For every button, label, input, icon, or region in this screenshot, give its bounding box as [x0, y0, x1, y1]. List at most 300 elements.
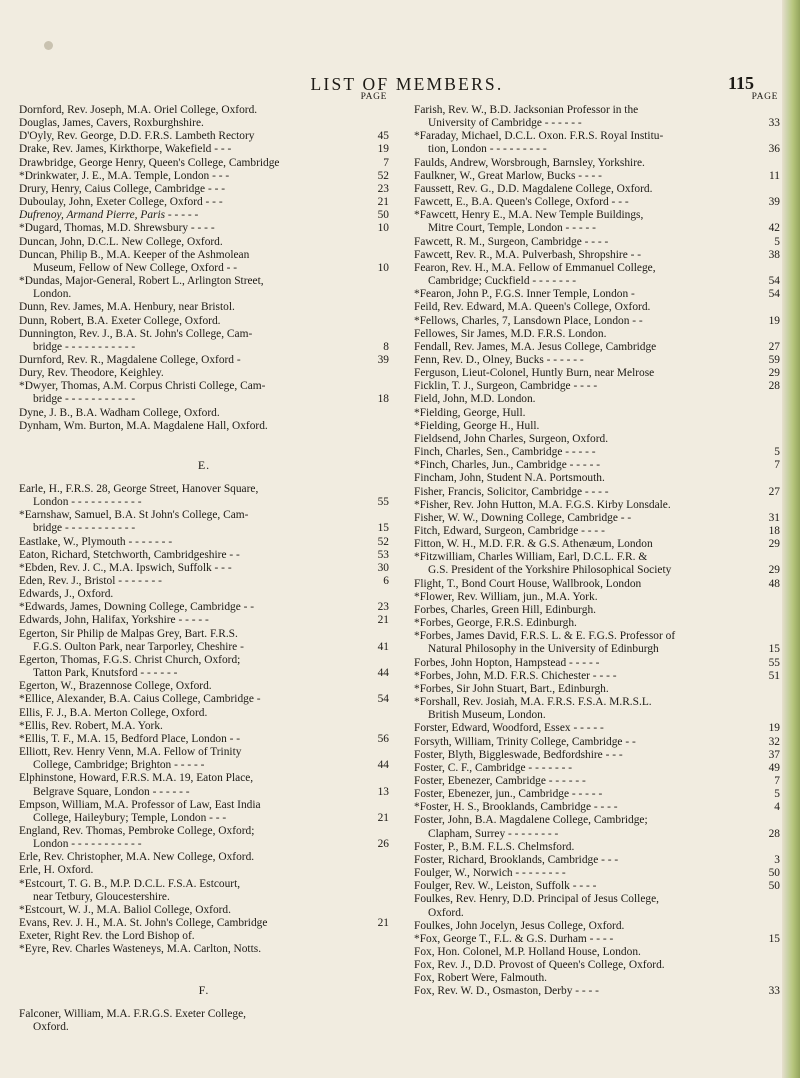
member-entry — [19, 249, 389, 275]
entry-page-ref: 11 — [769, 169, 780, 182]
entry-page-ref: 49 — [768, 761, 780, 774]
entry-text: Fawcett, E., B.A. Queen's College, Oxford - - - — [414, 196, 629, 209]
entry-page-ref: 21 — [377, 196, 389, 209]
member-entry — [19, 930, 389, 943]
member-entry — [414, 762, 780, 775]
member-entry — [414, 538, 780, 551]
entry-text: Fox, Robert Were, Falmouth. — [414, 972, 548, 985]
member-entry — [19, 315, 389, 328]
member-entry — [414, 393, 780, 406]
member-entry — [19, 588, 389, 601]
member-entry — [414, 617, 780, 630]
member-entry — [19, 772, 389, 798]
entry-text: Flight, T., Bond Court House, Wallbrook, London — [414, 577, 642, 590]
entry-text: Natural Philosophy in the University of Edinburgh — [428, 643, 659, 656]
entry-text: *Edwards, James, Downing College, Cambridge - - — [19, 601, 255, 614]
entry-text: Foulkes, John Jocelyn, Jesus College, Oxford. — [414, 919, 625, 932]
member-entry — [414, 893, 780, 919]
entry-text: Ellis, F. J., B.A. Merton College, Oxford. — [19, 706, 208, 719]
member-entry — [414, 288, 780, 301]
entry-text: *Dundas, Major-General, Robert L., Arlington Street, — [19, 275, 264, 288]
member-entry — [414, 578, 780, 591]
member-entry — [414, 315, 780, 328]
entry-text: *Forbes, Sir John Stuart, Bart., Edinburgh. — [414, 682, 609, 695]
member-entry — [414, 420, 780, 433]
member-entry — [414, 722, 780, 735]
entry-page-ref: 21 — [377, 614, 389, 627]
entry-text: Erle, Rev. Christopher, M.A. New College, Oxford. — [19, 851, 255, 864]
member-entry — [19, 614, 389, 627]
member-entry — [19, 878, 389, 904]
member-entry — [414, 749, 780, 762]
member-entry — [19, 720, 389, 733]
member-entry — [414, 867, 780, 880]
entry-text: Foulger, Rev. W., Leiston, Suffolk - - - - — [414, 880, 597, 893]
member-entry — [414, 341, 780, 354]
member-entry — [414, 328, 780, 341]
entry-page-ref: 18 — [377, 393, 389, 406]
member-entry — [414, 880, 780, 893]
member-entry — [414, 814, 780, 840]
member-entry — [414, 696, 780, 722]
member-entry — [414, 499, 780, 512]
entry-text: Feild, Rev. Edward, M.A. Queen's College, Oxford. — [414, 301, 651, 314]
entry-text: Egerton, W., Brazennose College, Oxford. — [19, 680, 212, 693]
member-entry — [414, 670, 780, 683]
member-entry — [414, 841, 780, 854]
member-entry — [19, 301, 389, 314]
member-entry — [414, 854, 780, 867]
entry-text: *Ellice, Alexander, B.A. Caius College, Cambridge - — [19, 693, 261, 706]
entry-text: *Flower, Rev. William, jun., M.A. York. — [414, 590, 598, 603]
member-entry — [19, 183, 389, 196]
member-entry — [19, 575, 389, 588]
entry-page-ref: 29 — [768, 538, 780, 551]
entry-text: *Fielding, George H., Hull. — [414, 419, 540, 432]
entry-text: bridge - - - - - - - - - - - — [33, 340, 136, 353]
member-entry — [414, 525, 780, 538]
entry-text: Faussett, Rev. G., D.D. Magdalene College, Oxford. — [414, 182, 653, 195]
entry-text: *Fielding, George, Hull. — [414, 406, 526, 419]
entry-page-ref: 5 — [774, 235, 780, 248]
entry-page-ref: 50 — [768, 867, 780, 880]
entry-text: Drawbridge, George Henry, Queen's College, Cambridge — [19, 156, 280, 169]
member-entry — [414, 630, 780, 656]
entry-page-ref: 54 — [768, 275, 780, 288]
entry-page-ref: 26 — [377, 838, 389, 851]
entry-page-ref: 10 — [377, 261, 389, 274]
entry-page-ref: 36 — [768, 143, 780, 156]
left-column — [19, 90, 389, 1034]
entry-text: Faulkner, W., Great Marlow, Bucks - - - - — [414, 169, 602, 182]
member-entry — [19, 628, 389, 654]
member-entry — [19, 851, 389, 864]
member-entry — [19, 733, 389, 746]
entry-text: Fearon, Rev. H., M.A. Fellow of Emmanuel College, — [414, 261, 656, 274]
entry-page-ref: 13 — [377, 785, 389, 798]
member-entry — [414, 683, 780, 696]
entry-page-ref: 10 — [377, 222, 389, 235]
entry-text: *Forbes, John, M.D. F.R.S. Chichester - - - - — [414, 669, 617, 682]
entry-text: *Fearon, John P., F.G.S. Inner Temple, London - — [414, 288, 635, 301]
entry-page-ref: 19 — [377, 143, 389, 156]
entry-text: Forbes, John Hopton, Hampstead - - - - - — [414, 656, 600, 669]
member-entry — [414, 591, 780, 604]
member-entry — [414, 380, 780, 393]
entry-page-ref: 28 — [768, 827, 780, 840]
entry-page-ref: 54 — [768, 288, 780, 301]
entry-text: Egerton, Sir Philip de Malpas Grey, Bart. F.R.S. — [19, 627, 238, 640]
member-entry — [414, 130, 780, 156]
member-entry — [414, 354, 780, 367]
member-entry — [414, 788, 780, 801]
entry-page-ref: 19 — [768, 314, 780, 327]
member-entry — [414, 472, 780, 485]
entry-text: Duncan, Philip B., M.A. Keeper of the Ashmolean — [19, 248, 250, 261]
entry-text: Dunn, Robert, B.A. Exeter College, Oxford. — [19, 314, 221, 327]
entry-text: Cambridge; Cuckfield - - - - - - - — [428, 275, 577, 288]
entry-text: *Drinkwater, J. E., M.A. Temple, London - - - — [19, 169, 230, 182]
entry-page-ref: 44 — [377, 759, 389, 772]
entry-text: Douglas, James, Cavers, Roxburghshire. — [19, 117, 204, 130]
entry-text: Drury, Henry, Caius College, Cambridge - - - — [19, 182, 226, 195]
entry-text: Eden, Rev. J., Bristol - - - - - - - — [19, 575, 162, 587]
entry-text: England, Rev. Thomas, Pembroke College, Oxford; — [19, 824, 255, 837]
entry-page-ref: 50 — [377, 209, 389, 222]
entry-text: *Ellis, T. F., M.A. 15, Bedford Place, London - - — [19, 732, 241, 745]
member-entry — [19, 367, 389, 380]
member-entry — [414, 959, 780, 972]
member-entry — [19, 196, 389, 209]
entry-page-ref: 5 — [774, 788, 780, 801]
entry-text: Durnford, Rev. R., Magdalene College, Oxford - — [19, 353, 241, 366]
binding-edge — [782, 0, 800, 1078]
entry-text: Fincham, John, Student N.A. Portsmouth. — [414, 472, 605, 485]
entry-text: Fox, Hon. Colonel, M.P. Holland House, London. — [414, 946, 641, 958]
member-entry — [414, 801, 780, 814]
entry-page-ref: 23 — [377, 182, 389, 195]
member-entry — [19, 917, 389, 930]
entry-text: Forsyth, William, Trinity College, Cambridge - - — [414, 735, 636, 748]
entry-text: Edwards, John, Halifax, Yorkshire - - - - - — [19, 614, 209, 627]
entry-text: Drake, Rev. James, Kirkthorpe, Wakefield - - - — [19, 143, 232, 156]
member-entry — [19, 904, 389, 917]
entry-text: Fisher, Francis, Solicitor, Cambridge - - - - — [414, 485, 609, 498]
entry-text: Ferguson, Lieut-Colonel, Huntly Burn, near Melrose — [414, 367, 655, 380]
entry-page-ref: 39 — [768, 196, 780, 209]
entry-text: Eastlake, W., Plymouth - - - - - - - — [19, 535, 173, 548]
member-entry — [414, 933, 780, 946]
entry-text: Eaton, Richard, Stetchworth, Cambridgeshire - - — [19, 548, 240, 561]
entry-text: Mitre Court, Temple, London - - - - - — [428, 222, 596, 235]
entry-text: Faulds, Andrew, Worsbrough, Barnsley, Yorkshire. — [414, 156, 645, 169]
member-entry — [19, 380, 389, 406]
entry-page-ref: 7 — [774, 459, 780, 472]
entry-text: *Estcourt, T. G. B., M.P. D.C.L. F.S.A. Estcourt, — [19, 877, 241, 890]
entry-page-ref: 19 — [768, 722, 780, 735]
entry-page-ref: 50 — [768, 880, 780, 893]
member-entry — [414, 920, 780, 933]
entry-text: Egerton, Thomas, F.G.S. Christ Church, Oxford; — [19, 653, 241, 666]
entry-text: Fieldsend, John Charles, Surgeon, Oxford. — [414, 432, 609, 445]
entry-page-ref: 52 — [377, 535, 389, 548]
member-entry — [414, 249, 780, 262]
entry-text: Foster, Ebenezer, Cambridge - - - - - - — [414, 774, 586, 787]
entry-text: Elphinstone, Howard, F.R.S. M.A. 19, Eaton Place, — [19, 772, 254, 785]
entry-page-ref: 59 — [768, 353, 780, 366]
entry-text: Empson, William, M.A. Professor of Law, East India — [19, 798, 261, 811]
entry-text: *Earnshaw, Samuel, B.A. St John's College, Cam- — [19, 509, 249, 522]
entry-text: *Fisher, Rev. John Hutton, M.A. F.G.S. Kirby Lonsdale. — [414, 498, 671, 511]
entry-text: Dornford, Rev. Joseph, M.A. Oriel College, Oxford. — [19, 104, 258, 116]
member-entry — [414, 512, 780, 525]
entry-page-ref: 30 — [377, 561, 389, 574]
entry-page-ref: 41 — [377, 640, 389, 653]
entry-text: Dury, Rev. Theodore, Keighley. — [19, 367, 164, 380]
entry-text: bridge - - - - - - - - - - - — [33, 393, 136, 406]
member-entry — [19, 130, 389, 143]
entry-text: *Dwyer, Thomas, A.M. Corpus Christi College, Cam- — [19, 380, 266, 393]
entry-page-ref: 48 — [768, 577, 780, 590]
member-entry — [414, 972, 780, 985]
entry-text: University of Cambridge - - - - - - — [428, 117, 582, 130]
member-entry — [19, 420, 389, 433]
entry-text: British Museum, London. — [428, 709, 546, 722]
member-entry — [414, 301, 780, 314]
entry-text: *Forbes, George, F.R.S. Edinburgh. — [414, 617, 577, 630]
entry-page-ref: 4 — [774, 801, 780, 814]
entry-page-ref: 39 — [377, 353, 389, 366]
member-entry — [414, 446, 780, 459]
entry-text: Foster, John, B.A. Magdalene College, Cambridge; — [414, 814, 648, 827]
member-list-right — [414, 104, 780, 999]
entry-text: Farish, Rev. W., B.D. Jacksonian Professor in the — [414, 104, 639, 116]
entry-text: Foster, Ebenezer, jun., Cambridge - - - - - — [414, 788, 603, 801]
entry-text: Foulkes, Rev. Henry, D.D. Principal of Jesus College, — [414, 893, 659, 906]
entry-text: Foulger, W., Norwich - - - - - - - - — [414, 867, 566, 880]
entry-page-ref: 21 — [377, 811, 389, 824]
entry-text: London. — [33, 288, 72, 301]
entry-text: tion, London - - - - - - - - - — [428, 143, 547, 156]
entry-text: Field, John, M.D. London. — [414, 393, 536, 406]
entry-text: *Forbes, James David, F.R.S. L. & E. F.G.S. Professor of — [414, 630, 676, 643]
entry-text: Forster, Edward, Woodford, Essex - - - - - — [414, 722, 604, 735]
entry-text: Belgrave Square, London - - - - - - — [33, 785, 190, 798]
member-entry — [414, 183, 780, 196]
running-head: LIST OF MEMBERS. — [310, 74, 504, 94]
entry-page-ref: 31 — [768, 511, 780, 524]
entry-page-ref: 5 — [774, 446, 780, 459]
entry-text: *Dugard, Thomas, M.D. Shrewsbury - - - - — [19, 222, 215, 235]
entry-text: Foster, C. F., Cambridge - - - - - - - — [414, 761, 573, 774]
entry-text: Evans, Rev. J. H., M.A. St. John's College, Cambridge — [19, 917, 268, 930]
member-entry — [19, 654, 389, 680]
entry-text: Fenn, Rev. D., Olney, Bucks - - - - - - — [414, 353, 584, 366]
member-entry — [19, 562, 389, 575]
member-entry — [19, 799, 389, 825]
member-entry — [19, 509, 389, 535]
entry-page-ref: 28 — [768, 380, 780, 393]
entry-text: Ficklin, T. J., Surgeon, Cambridge - - - - — [414, 380, 598, 393]
entry-text: Erle, H. Oxford. — [19, 864, 94, 877]
entry-page-ref: 52 — [377, 169, 389, 182]
entry-text: Fawcett, Rev. R., M.A. Pulverbash, Shropshire - - — [414, 248, 642, 261]
right-column — [414, 90, 780, 999]
entry-page-ref: 27 — [768, 340, 780, 353]
entry-text: Fellowes, Sir James, M.D. F.R.S. London. — [414, 327, 607, 340]
entry-text: F.G.S. Oulton Park, near Tarporley, Cheshire - — [33, 640, 244, 653]
entry-page-ref: 45 — [377, 130, 389, 143]
entry-text: Earle, H., F.R.S. 28, George Street, Hanover Square, — [19, 482, 259, 495]
entry-page-ref: 54 — [377, 693, 389, 706]
member-entry — [19, 157, 389, 170]
entry-page-ref: 37 — [768, 748, 780, 761]
entry-page-ref: 27 — [768, 485, 780, 498]
member-entry — [414, 433, 780, 446]
entry-page-ref: 53 — [377, 548, 389, 561]
member-entry — [414, 407, 780, 420]
member-entry — [19, 117, 389, 130]
entry-text: Foster, Richard, Brooklands, Cambridge - - - — [414, 853, 619, 866]
member-entry — [19, 549, 389, 562]
entry-page-ref: 51 — [768, 669, 780, 682]
member-entry — [414, 551, 780, 577]
entry-text: *Finch, Charles, Jun., Cambridge - - - - - — [414, 459, 601, 472]
member-entry — [19, 407, 389, 420]
section-letter-heading: F. — [198, 982, 210, 997]
entry-text: near Tetbury, Gloucestershire. — [33, 890, 170, 903]
member-entry — [19, 483, 389, 509]
member-entry — [414, 104, 780, 130]
entry-page-ref: 56 — [377, 732, 389, 745]
entry-text: *Fawcett, Henry E., M.A. New Temple Buildings, — [414, 209, 644, 222]
entry-text: London - - - - - - - - - - - — [33, 838, 142, 851]
member-entry — [414, 157, 780, 170]
entry-page-ref: 15 — [768, 643, 780, 656]
entry-page-ref: 55 — [377, 496, 389, 509]
entry-text: Oxford. — [33, 1020, 69, 1033]
entry-text: College, Haileybury; Temple, London - - - — [33, 811, 227, 824]
member-entry — [19, 536, 389, 549]
entry-text: College, Cambridge; Brighton - - - - - — [33, 759, 205, 772]
member-entry — [414, 985, 780, 998]
entry-text: *Fox, George T., F.L. & G.S. Durham - - - - — [414, 932, 614, 945]
member-entry — [19, 222, 389, 235]
member-entry — [414, 262, 780, 288]
entry-page-ref: 7 — [774, 774, 780, 787]
entry-text: Oxford. — [428, 906, 464, 919]
entry-text: Fox, Rev. W. D., Osmaston, Derby - - - - — [414, 985, 599, 998]
member-entry — [414, 946, 780, 959]
page-column-label: PAGE — [751, 92, 778, 102]
member-entry — [19, 825, 389, 851]
entry-text: *Fellows, Charles, 7, Lansdown Place, London - - — [414, 314, 643, 327]
member-entry — [19, 746, 389, 772]
entry-page-ref: 15 — [377, 522, 389, 535]
entry-text: *Eyre, Rev. Charles Wasteneys, M.A. Carlton, Notts. — [19, 943, 262, 956]
entry-text: *Foster, H. S., Brooklands, Cambridge - - - - — [414, 801, 618, 814]
member-entry — [19, 1008, 389, 1034]
entry-text: Finch, Charles, Sen., Cambridge - - - - - — [414, 446, 596, 459]
entry-text: Falconer, William, M.A. F.R.G.S. Exeter College, — [19, 1007, 247, 1020]
section-letter-heading: E. — [197, 457, 211, 472]
page-column-label: PAGE — [360, 92, 387, 102]
member-entry — [19, 143, 389, 156]
entry-page-ref: 18 — [768, 525, 780, 537]
entry-text: Fawcett, R. M., Surgeon, Cambridge - - - - — [414, 235, 609, 248]
entry-page-ref: 6 — [383, 575, 389, 587]
entry-text: Duncan, John, D.C.L. New College, Oxford. — [19, 235, 223, 248]
entry-page-ref: 55 — [768, 656, 780, 669]
entry-text: Fisher, W. W., Downing College, Cambridge - - — [414, 511, 632, 524]
entry-text: Fendall, Rev. James, M.A. Jesus College, Cambridge — [414, 340, 657, 353]
entry-page-ref: 32 — [768, 735, 780, 748]
entry-text: *Ellis, Rev. Robert, M.A. York. — [19, 719, 163, 732]
member-entry — [414, 209, 780, 235]
entry-page-ref: 29 — [768, 564, 780, 577]
member-entry — [19, 680, 389, 693]
entry-text: Dunnington, Rev. J., B.A. St. John's College, Cam- — [19, 327, 253, 340]
entry-text: *Estcourt, W. J., M.A. Baliol College, Oxford. — [19, 903, 231, 916]
page-blemish — [44, 41, 53, 50]
member-entry — [414, 170, 780, 183]
member-entry — [414, 236, 780, 249]
entry-text: *Ebden, Rev. J. C., M.A. Ipswich, Suffolk - - - — [19, 561, 232, 574]
entry-text: D'Oyly, Rev. George, D.D. F.R.S. Lambeth Rectory — [19, 130, 255, 143]
member-entry — [19, 943, 389, 956]
entry-page-ref: 3 — [774, 853, 780, 866]
member-entry — [19, 707, 389, 720]
member-entry — [19, 236, 389, 249]
entry-text: Edwards, J., Oxford. — [19, 588, 114, 601]
entry-text: Museum, Fellow of New College, Oxford - - — [33, 261, 238, 274]
entry-text: Duboulay, John, Exeter College, Oxford - - - — [19, 196, 223, 209]
entry-text: Dunn, Rev. James, M.A. Henbury, near Bristol. — [19, 301, 235, 314]
member-entry — [414, 367, 780, 380]
entry-page-ref: 7 — [383, 156, 389, 169]
entry-text: G.S. President of the Yorkshire Philosophical Society — [428, 564, 672, 577]
entry-text: Clapham, Surrey - - - - - - - - — [428, 827, 559, 840]
member-entry — [19, 864, 389, 877]
member-entry — [414, 196, 780, 209]
entry-page-ref: 44 — [377, 667, 389, 680]
member-entry — [19, 354, 389, 367]
member-entry — [414, 486, 780, 499]
entry-text: bridge - - - - - - - - - - - — [33, 522, 136, 535]
entry-page-ref: 8 — [383, 340, 389, 353]
entry-page-ref: 33 — [768, 117, 780, 130]
entry-text: *Faraday, Michael, D.C.L. Oxon. F.R.S. Royal Institu- — [414, 130, 664, 143]
entry-text: Tatton Park, Knutsford - - - - - - — [33, 667, 178, 680]
entry-page-ref: 42 — [768, 222, 780, 235]
member-entry — [19, 601, 389, 614]
entry-text: Fitch, Edward, Surgeon, Cambridge - - - - — [414, 525, 605, 537]
entry-text: London - - - - - - - - - - - — [33, 496, 142, 509]
entry-page-ref: 15 — [768, 932, 780, 945]
member-entry — [414, 775, 780, 788]
member-entry — [19, 209, 389, 222]
entry-text: Elliott, Rev. Henry Venn, M.A. Fellow of Trinity — [19, 746, 242, 759]
entry-text: Fitton, W. H., M.D. F.R. & G.S. Athenæum, London — [414, 538, 653, 551]
member-entry — [414, 459, 780, 472]
entry-page-ref: 29 — [768, 367, 780, 380]
page-number: 115 — [727, 73, 754, 93]
member-entry — [19, 275, 389, 301]
member-list-left — [19, 104, 389, 1034]
entry-page-ref: 21 — [377, 917, 389, 930]
entry-page-ref: 38 — [768, 248, 780, 261]
entry-text: Forbes, Charles, Green Hill, Edinburgh. — [414, 603, 597, 616]
